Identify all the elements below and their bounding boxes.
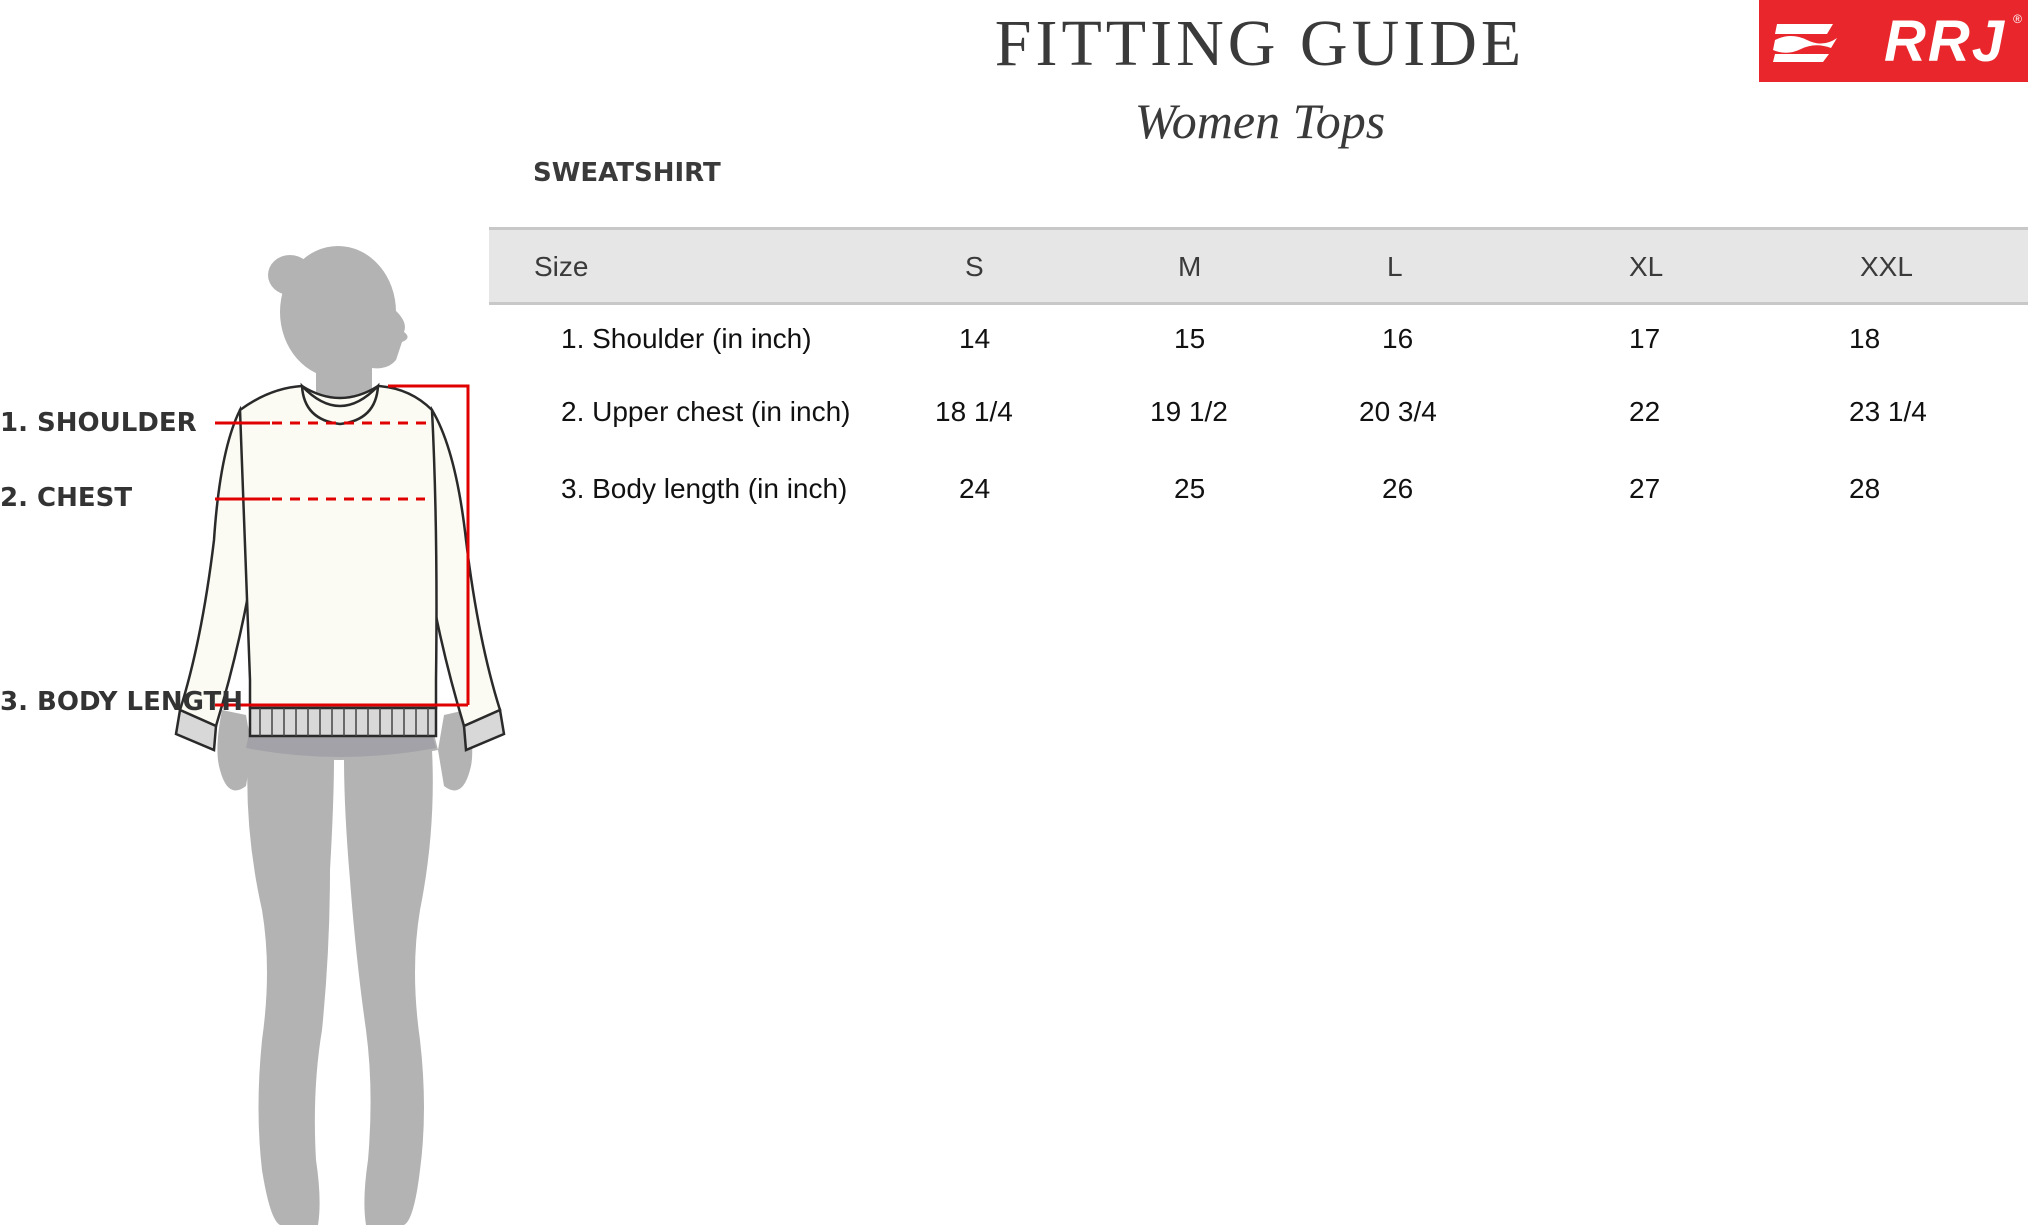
table-cell: 19 1/2 — [1150, 396, 1228, 427]
table-cell: 18 1/4 — [935, 396, 1013, 427]
table-cell: 18 — [1849, 323, 1881, 354]
row-label: 2. Upper chest (in inch) — [561, 396, 851, 427]
measure-label-shoulder: 1. SHOULDER — [0, 408, 197, 438]
table-cell: 20 3/4 — [1359, 396, 1437, 427]
table-cell: 14 — [959, 323, 991, 354]
header-size-label: Size — [534, 251, 589, 282]
page-subtitle: Women Tops — [1134, 93, 1386, 149]
table-cell: 15 — [1174, 323, 1206, 354]
row-label: 3. Body length (in inch) — [561, 473, 848, 504]
table-cell: 22 — [1629, 396, 1661, 427]
table-cell: 25 — [1174, 473, 1206, 504]
table-row — [489, 386, 2028, 461]
table-cell: 17 — [1629, 323, 1661, 354]
header-size-l: L — [1387, 251, 1403, 282]
measure-label-chest: 2. CHEST — [0, 483, 133, 513]
table-cell: 28 — [1849, 473, 1881, 504]
registered-mark-icon: ® — [2013, 12, 2022, 26]
row-label: 1. Shoulder (in inch) — [561, 323, 812, 354]
header-size-m: M — [1178, 251, 1202, 282]
size-table — [489, 227, 2028, 536]
header-size-s: S — [965, 251, 984, 282]
page-title: FITTING GUIDE — [994, 7, 1526, 80]
table-row — [489, 311, 2028, 386]
table-cell: 27 — [1629, 473, 1661, 504]
section-title: SWEATSHIRT — [533, 158, 721, 188]
brand-wave-icon — [1771, 16, 1841, 66]
table-cell: 16 — [1382, 323, 1414, 354]
table-row — [489, 461, 2028, 536]
brand-logo — [1759, 0, 2028, 82]
table-cell: 26 — [1382, 473, 1414, 504]
header-size-xxl: XXL — [1860, 251, 1913, 282]
sweatshirt-figure-illustration — [0, 210, 520, 1225]
brand-name: RRJ — [1883, 8, 2006, 74]
measure-label-body-length: 3. BODY LENGTH — [0, 687, 243, 717]
table-cell: 24 — [959, 473, 991, 504]
header-size-xl: XL — [1629, 251, 1664, 282]
table-cell: 23 1/4 — [1849, 396, 1927, 427]
table-header — [489, 227, 2028, 305]
